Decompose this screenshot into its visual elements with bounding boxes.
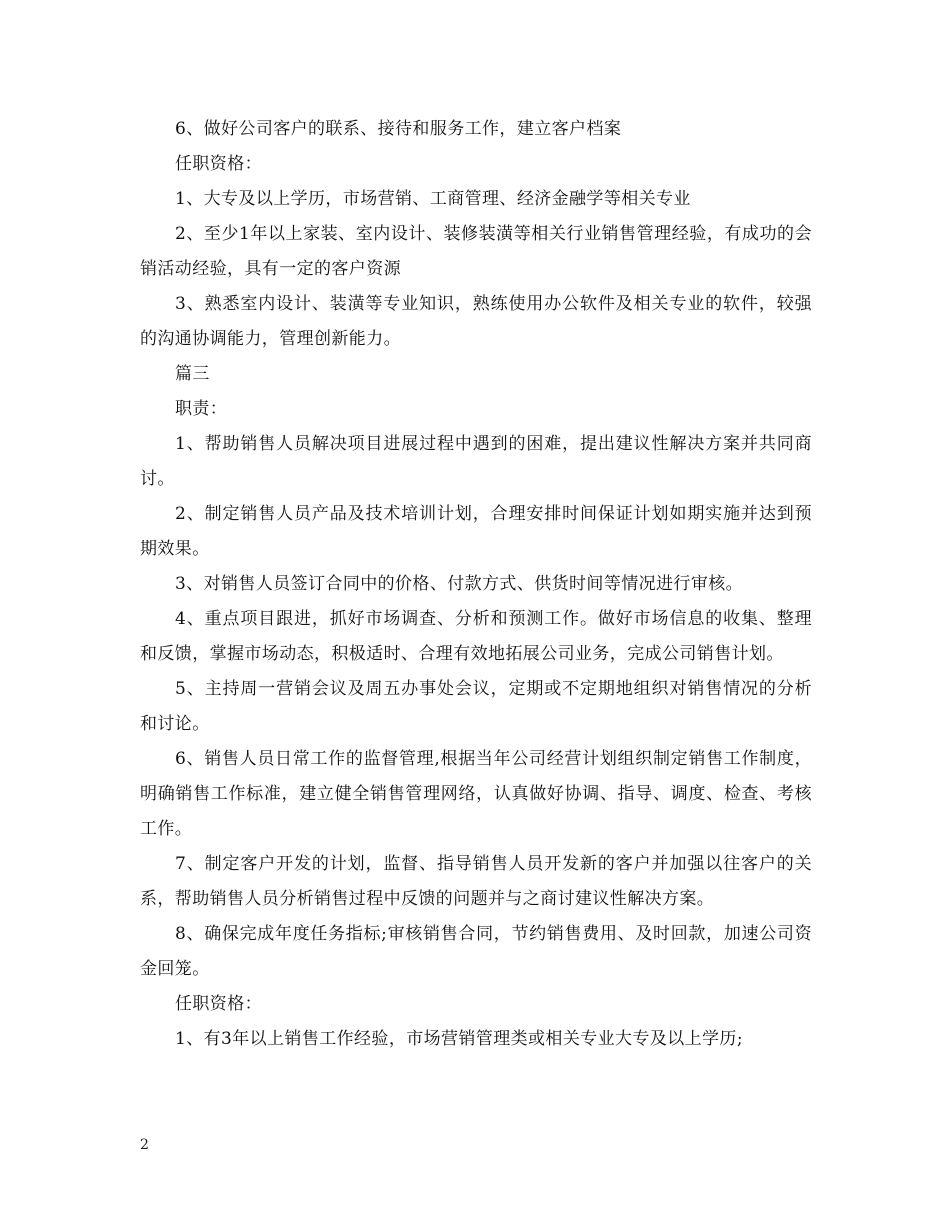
paragraph: 3、熟悉室内设计、装潢等专业知识，熟练使用办公软件及相关专业的软件，较强的沟通协调能力，管理创新能力。 [140,294,812,349]
page-number: 2 [140,1137,149,1153]
paragraph: 2、至少1年以上家装、室内设计、装修装潢等相关行业销售管理经验，有成功的会销活动经验，具有一定的客户资源 [140,224,812,279]
paragraph: 8、确保完成年度任务指标;审核销售合同，节约销售费用、及时回款，加速公司资金回笼。 [140,924,812,979]
paragraph: 6、做好公司客户的联系、接待和服务工作，建立客户档案 [175,119,622,139]
section-heading: 任职资格： [175,994,262,1014]
paragraph: 1、有3年以上销售工作经验，市场营销管理类或相关专业大专及以上学历; [175,1029,743,1049]
paragraph: 6、销售人员日常工作的监督管理,根据当年公司经营计划组织制定销售工作制度，明确销售工作标准，建立健全销售管理网络，认真做好协调、指导、调度、检查、考核工作。 [140,749,812,839]
paragraph: 5、主持周一营销会议及周五办事处会议，定期或不定期地组织对销售情况的分析和讨论。 [140,679,812,734]
paragraph: 3、对销售人员签订合同中的价格、付款方式、供货时间等情况进行审核。 [175,574,744,594]
paragraph: 2、制定销售人员产品及技术培训计划，合理安排时间保证计划如期实施并达到预期效果。 [140,504,812,559]
paragraph: 7、制定客户开发的计划，监督、指导销售人员开发新的客户并加强以往客户的关系，帮助销售人员分析销售过程中反馈的问题并与之商讨建议性解决方案。 [140,854,812,909]
paragraph: 4、重点项目跟进，抓好市场调查、分析和预测工作。做好市场信息的收集、整理和反馈，掌握市场动态，积极适时、合理有效地拓展公司业务，完成公司销售计划。 [140,609,812,664]
document-body [140,112,812,1057]
section-heading: 篇三 [175,364,210,384]
section-heading: 任职资格： [175,154,262,174]
paragraph: 1、帮助销售人员解决项目进展过程中遇到的困难，提出建议性解决方案并共同商讨。 [140,434,812,489]
paragraph: 1、大专及以上学历，市场营销、工商管理、经济金融学等相关专业 [175,189,691,209]
section-heading: 职责： [175,399,228,419]
